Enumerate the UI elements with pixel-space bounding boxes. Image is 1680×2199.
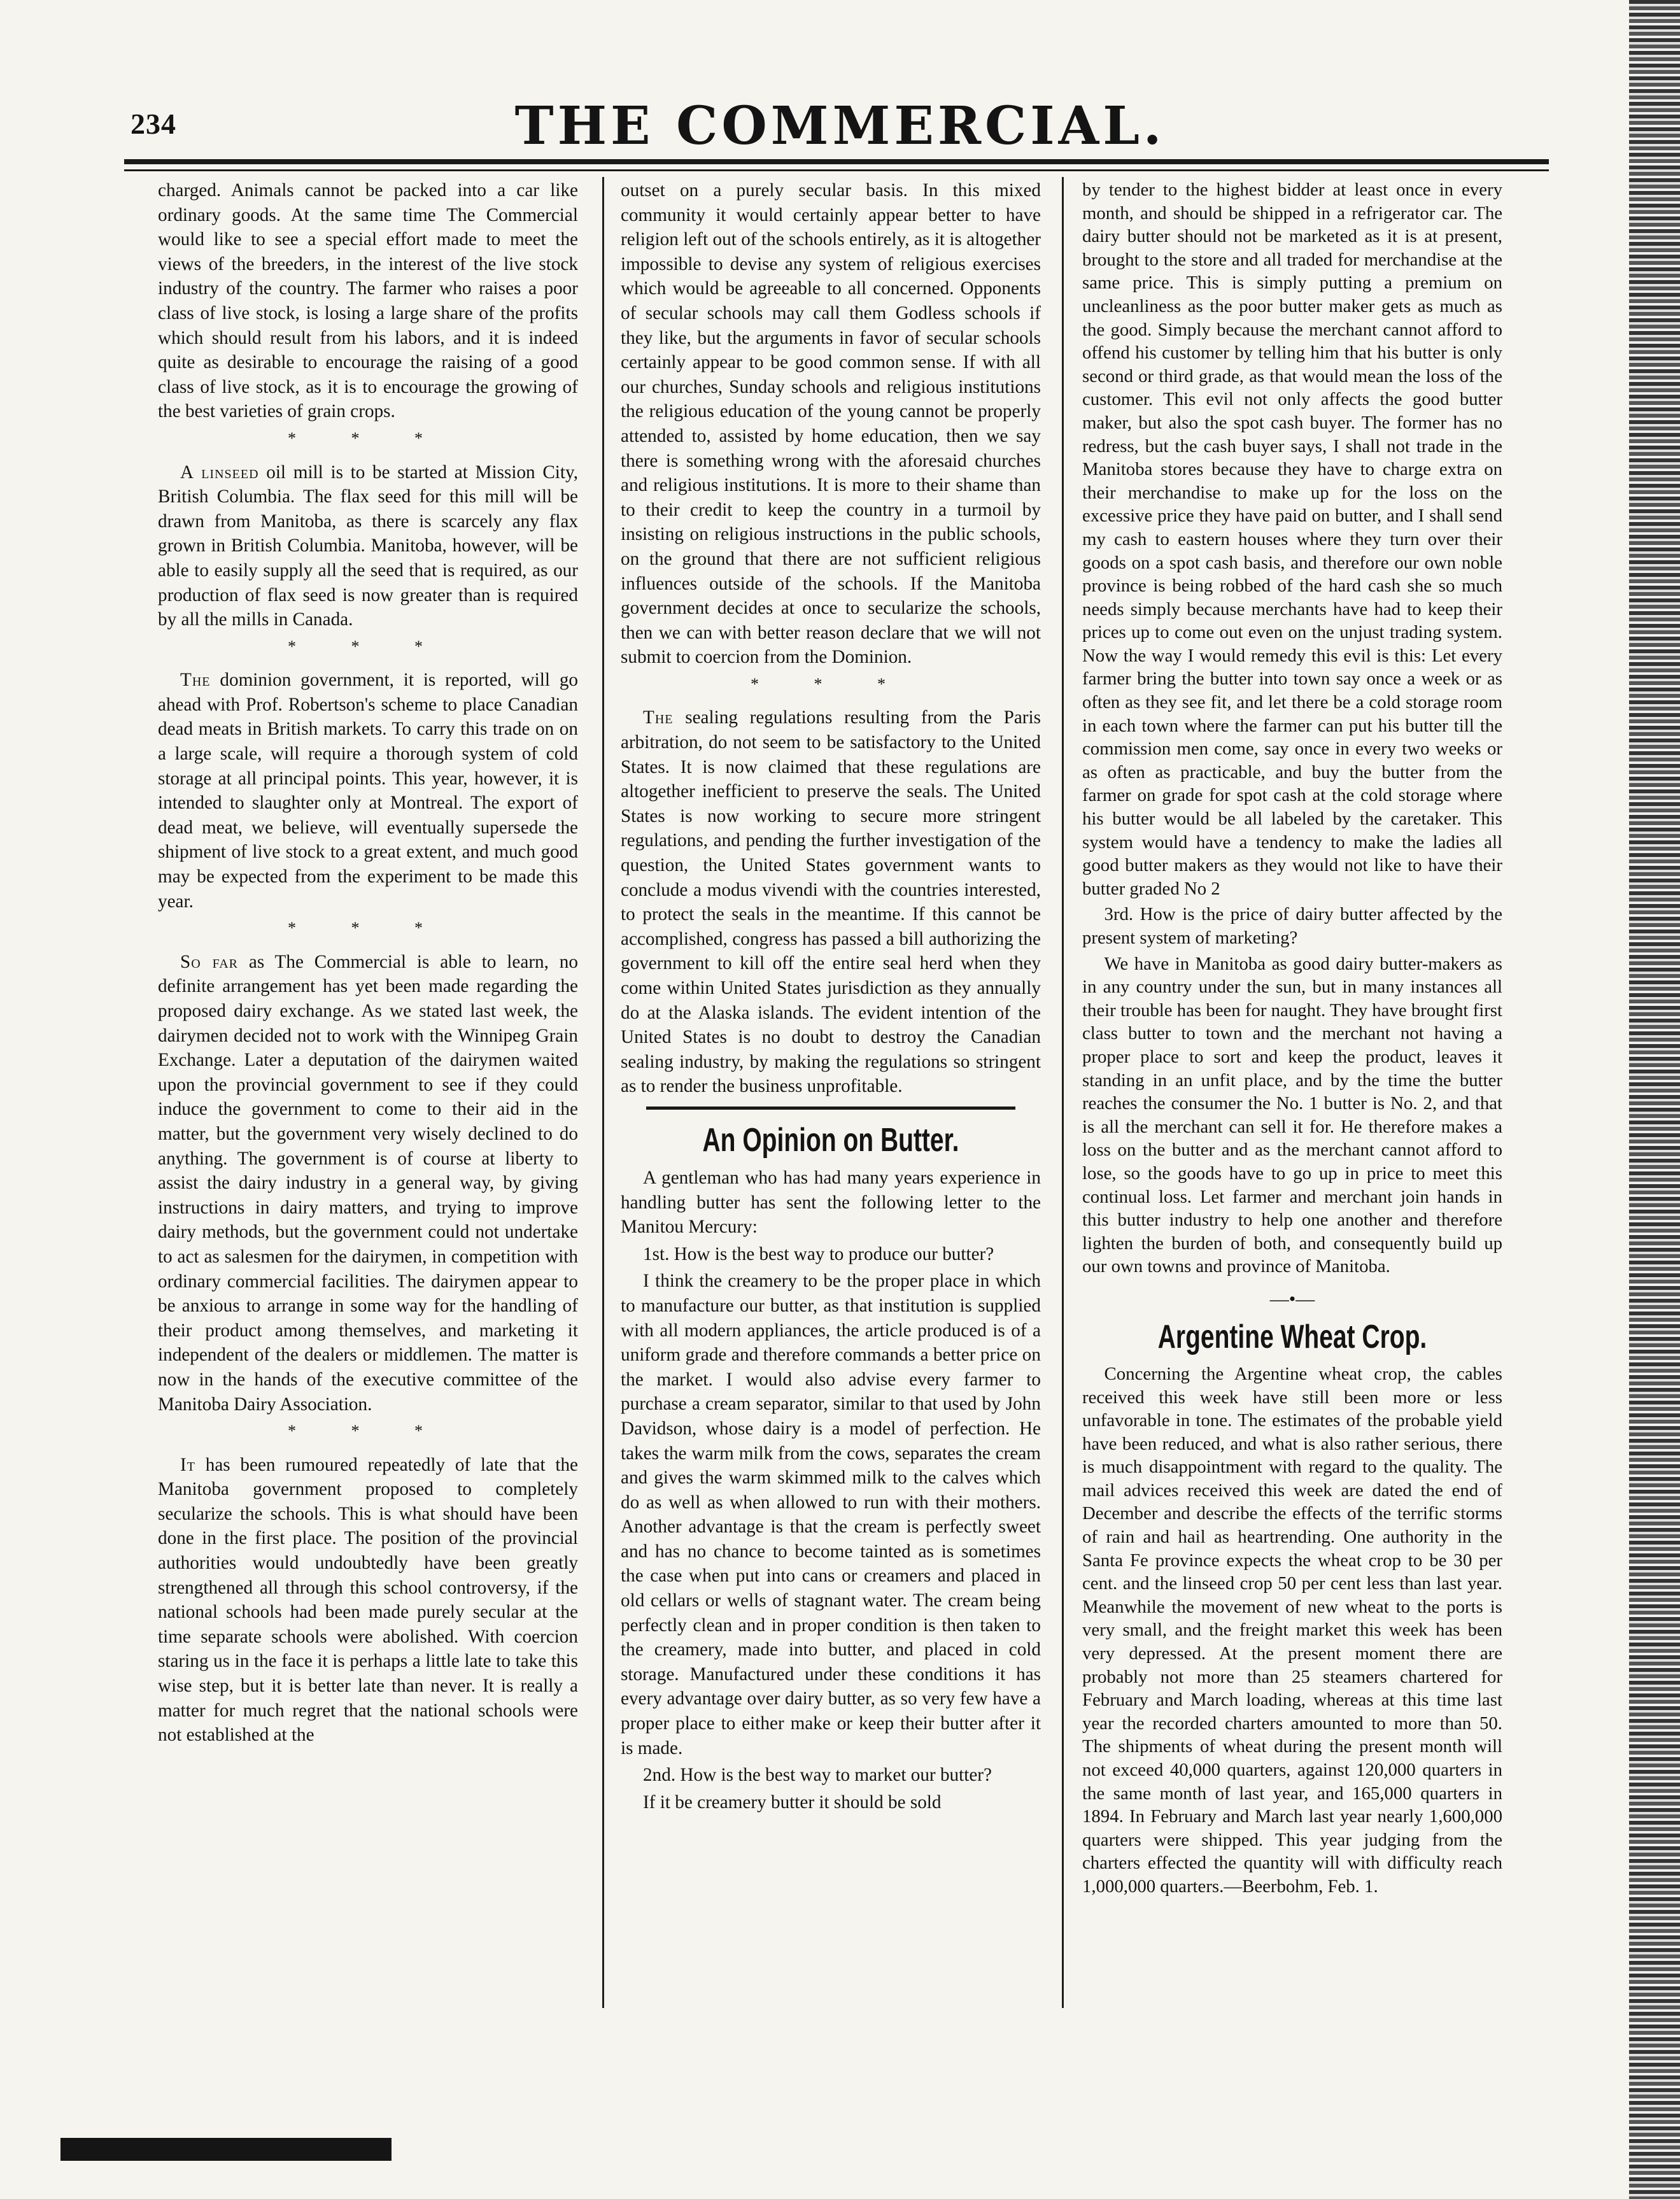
lead-in: It: [180, 1454, 195, 1475]
article-headline: Argentine Wheat Crop.: [1157, 1318, 1427, 1355]
lead-in: A linseed: [180, 462, 259, 483]
paragraph-text: has been rumoured repeatedly of late that the Manitoba government proposed to completely secularize the schools. This is what should have been done in the first place. The position of the provincial authorities would undoubtedly have been greatly strengthened all through this school controversy, if the national schools had been made purely secular at the time separate schools were abolished. With coercion staring us in the face it is perhaps a little late to take this wise step, but it is better late than never. It is really a matter for much regret that the national schools were not established at the: [158, 1454, 578, 1746]
paragraph-text: sealing regulations resulting from the Paris arbitration, do not seem to be satisfactory to the United States. It is now claimed that these regulations are altogether inefficient to preserve the seals. The United States is now working to secure more stringent regulations, and pending the further investigation of the question, the United States government wants to conclude a modus vivendi with the countries interested, to protect the seals in the meantime. If this cannot be accomplished, congress has passed a bill authorizing the government to kill off the entire seal herd when they come within United States jurisdiction as they annually do at the Alaska islands. The evident intention of the United States is no doubt to destroy the Canadian sealing industry, by making the regulations so stringent as to render the business unprofitable.: [621, 707, 1041, 1097]
paragraph: 1st. How is the best way to produce our butter?: [643, 1243, 994, 1264]
masthead: THE COMMERCIAL.: [514, 95, 1166, 157]
paragraph: [158, 950, 578, 1417]
column-1: [158, 178, 578, 2002]
paragraph: 2nd. How is the best way to market our butter?: [643, 1765, 992, 1786]
column-2: [621, 178, 1041, 2002]
paragraph: [158, 668, 578, 914]
paragraph: We have in Manitoba as good dairy butter-makers as in any country under the sun, but in many instances all their trouble has been for naught. They have brought first class butter to town and the merchant not having a proper place to sort and keep the product, leaves it standing in an unfit place, and by the time the butter reaches the consumer the No. 1 butter is No. 2, and that is all the merchant can sell it for. He therefore makes a loss on the butter and as the merchant cannot afford to lose, so the goods have to go up in price to meet this continual loss. Let farmer and merchant join hands in this butter industry to help one another and therefore lighten the burden of both, and consequently build up our own towns and province of Manitoba.: [1082, 953, 1502, 1277]
article-headline: An Opinion on Butter.: [702, 1121, 959, 1159]
headline-rule: [646, 1107, 1015, 1110]
paragraph: [621, 705, 1041, 1099]
paragraph: Concerning the Argentine wheat crop, the cables received this week have still been more or less unfavorable in tone. The estimates of the probable yield have been reduced, and what is also rather serious, there is much disappointment with regard to the quality. The mail advices received this week are dated the end of December and describe the effects of the terrific storms of rain and hail as heartrending. One authority in the Santa Fe province expects the wheat crop to be 30 per cent. and the linseed crop 50 per cent less than last year. Meanwhile the movement of new wheat to the ports is very small, and the freight market this week has been very depressed. At the present moment there are probably not more than 25 steamers chartered for February and March loading, whereas at this time last year the recorded charters amounted to more than 50. The shipments of wheat during the present month will not exceed 40,000 quarters, against 120,000 quarters in the same month of last year, and 165,000 quarters in 1894. In February and March last year nearly 1,600,000 quarters were shipped. This year judging from the charters effected the quantity will with difficulty reach 1,000,000 quarters.—Beerbohm, Feb. 1.: [1082, 1363, 1502, 1897]
paragraph: outset on a purely secular basis. In this mixed community it would certainly appear better to have religion left out of the schools entirely, as it is altogether impossible to devise any system of religious exercises which would be agreeable to all concerned. Opponents of secular schools may call them Godless schools if they like, but the arguments in favor of secular schools certainly appear to be good common sense. If with all our churches, Sunday schools and religious institutions the religious education of the young cannot be properly attended to, assisted by home education, then we say there is something wrong with the aforesaid churches and religious institutions. It is more to their shame than to their credit to keep the country in a turmoil by insisting on religious instructions in the public schools, on the ground that there are not sufficient religious influences outside of the schools. If the Manitoba government decides at once to secularize the schools, then we can with better reason declare that we will not submit to coercion from the Dominion.: [621, 180, 1041, 668]
lead-in: The: [180, 670, 211, 691]
paragraph-text: oil mill is to be started at Mission City, British Columbia. The flax seed for this mill will be drawn from Manitoba, as there is scarcely any flax grown in British Columbia. Manitoba, however, will be able to easily supply all the seed that is required, as our production of flax seed is now greater than is required by all the mills in Canada.: [158, 462, 578, 630]
section-stars: * * *: [288, 919, 448, 938]
paragraph: by tender to the highest bidder at least once in every month, and should be shipped in a refrigerator car. The dairy butter should not be marketed as it is at present, brought to the store and all traded for merchandise at the same price. This is simply putting a premium on uncleanliness as the poor butter maker gets as much as the good. Simply because the merchant cannot afford to offend his customer by telling him that his butter is only second or third grade, as that would mean the loss of the customer. This evil not only affects the good butter maker, but also the spot cash buyer. The former has no redress, but the cash buyer says, I shall not trade in the Manitoba stores because they have to charge extra on their merchandise to make up for the loss on the excessive price they have paid on butter, and I shall send my cash to eastern houses where they turn over their goods on a spot cash basis, and therefore our own noble province is being robbed of the hard cash she so much needs simply because merchants have had to keep their prices up to come out even on the unjust trading system. Now the way I would remedy this evil is this: Let every farmer bring the butter into town say once a week or as often as they see fit, and let there be a cold storage room in each town where the farmer can put his butter till the commission men come, say once in every two weeks or as often as practicable, and buy the butter from the farmer on grade for spot cash at the cold storage where his butter would be all labeled by the caretaker. This system would have a tendency to make the ladies all good butter makers as they would not like to have their butter graded No 2: [1082, 180, 1502, 899]
page-number: 234: [131, 108, 176, 140]
binding-edge: [1629, 0, 1680, 2199]
header-rule-thick: [124, 159, 1549, 164]
column-3: [1082, 178, 1502, 2002]
column-divider: [1062, 177, 1064, 2008]
paragraph-text: as The Commercial is able to learn, no definite arrangement has yet been made regarding the proposed dairy exchange. As we stated last week, the dairymen decided not to work with the Winnipeg Grain Exchange. Later a deputation of the dairymen waited upon the provincial government to see if they could induce the government to come to their aid in the matter, but the government very wisely declined to do anything. The government is of course at liberty to assist the dairy industry in a general way, by giving instructions in dairy matters, and trying to improve dairy methods, but the government could not undertake to act as salesmen for the dairymen, in competition with ordinary commercial facilities. The dairymen appear to be anxious to arrange in some way for the handling of their product among themselves, and marketing it independent of the dealers or middlemen. The matter is now in the hands of the executive committee of the Manitoba Dairy Association.: [158, 951, 578, 1415]
paragraph: I think the creamery to be the proper place in which to manufacture our butter, as that institution is supplied with all modern appliances, the article produced is of a uniform grade and therefore commands a better price on the market. I would also advise every farmer to purchase a cream separator, similar to that used by John Davidson, whose dairy is a model of perfection. He takes the warm milk from the cows, separates the cream and gives the warm skimmed milk to the calves which do as well as when allowed to run with their mothers. Another advantage is that the cream is perfectly sweet and has no chance to become tainted as is sometimes the case when put into cans or creamers and placed in old cellars or wells of stagnant water. The cream being perfectly clean and in proper condition is then taken to the creamery, made into butter, and placed in cold storage. Manufactured under these conditions it has every advantage over dairy butter, as so very few have a proper place to either make or keep their butter after it is made.: [621, 1271, 1041, 1758]
paragraph: If it be creamery butter it should be sold: [643, 1792, 942, 1813]
section-stars: * * *: [288, 428, 448, 448]
paragraph: A gentleman who has had many years experience in handling butter has sent the following letter to the Manitou Mercury:: [621, 1167, 1041, 1238]
paragraph: charged. Animals cannot be packed into a car like ordinary goods. At the same time The Commercial would like to see a special effort made to meet the views of the breeders, in the interest of the live stock industry of the country. The farmer who raises a poor class of live stock, is losing a large share of the profits which should result from his labors, and it is indeed quite as desirable to encourage the raising of a good class of live stock, as it is to encourage the growing of the best varieties of grain crops.: [158, 180, 578, 422]
section-ornament: —•—: [1269, 1288, 1315, 1310]
paragraph: 3rd. How is the price of dairy butter affected by the present system of marketing?: [1082, 904, 1502, 948]
section-stars: * * *: [288, 637, 448, 656]
scan-edge-mark: [60, 2138, 392, 2161]
section-stars: * * *: [751, 674, 911, 693]
column-divider: [602, 177, 604, 2008]
header-rule-thin: [124, 169, 1549, 171]
lead-in: The: [643, 707, 674, 728]
paragraph-text: dominion government, it is reported, will go ahead with Prof. Robertson's scheme to place Canadian dead meats in British markets. To carry this trade on on a large scale, will require a thorough system of cold storage at all principal points. This year, however, it is intended to slaughter only at Montreal. The export of dead meat, we believe, will eventually supersede the shipment of live stock to a great extent, and much good may be expected from the experiment to be made this year.: [158, 670, 578, 912]
section-stars: * * *: [288, 1422, 448, 1441]
paragraph: [158, 460, 578, 632]
paragraph: [158, 1453, 578, 1748]
lead-in: So far: [180, 951, 238, 972]
